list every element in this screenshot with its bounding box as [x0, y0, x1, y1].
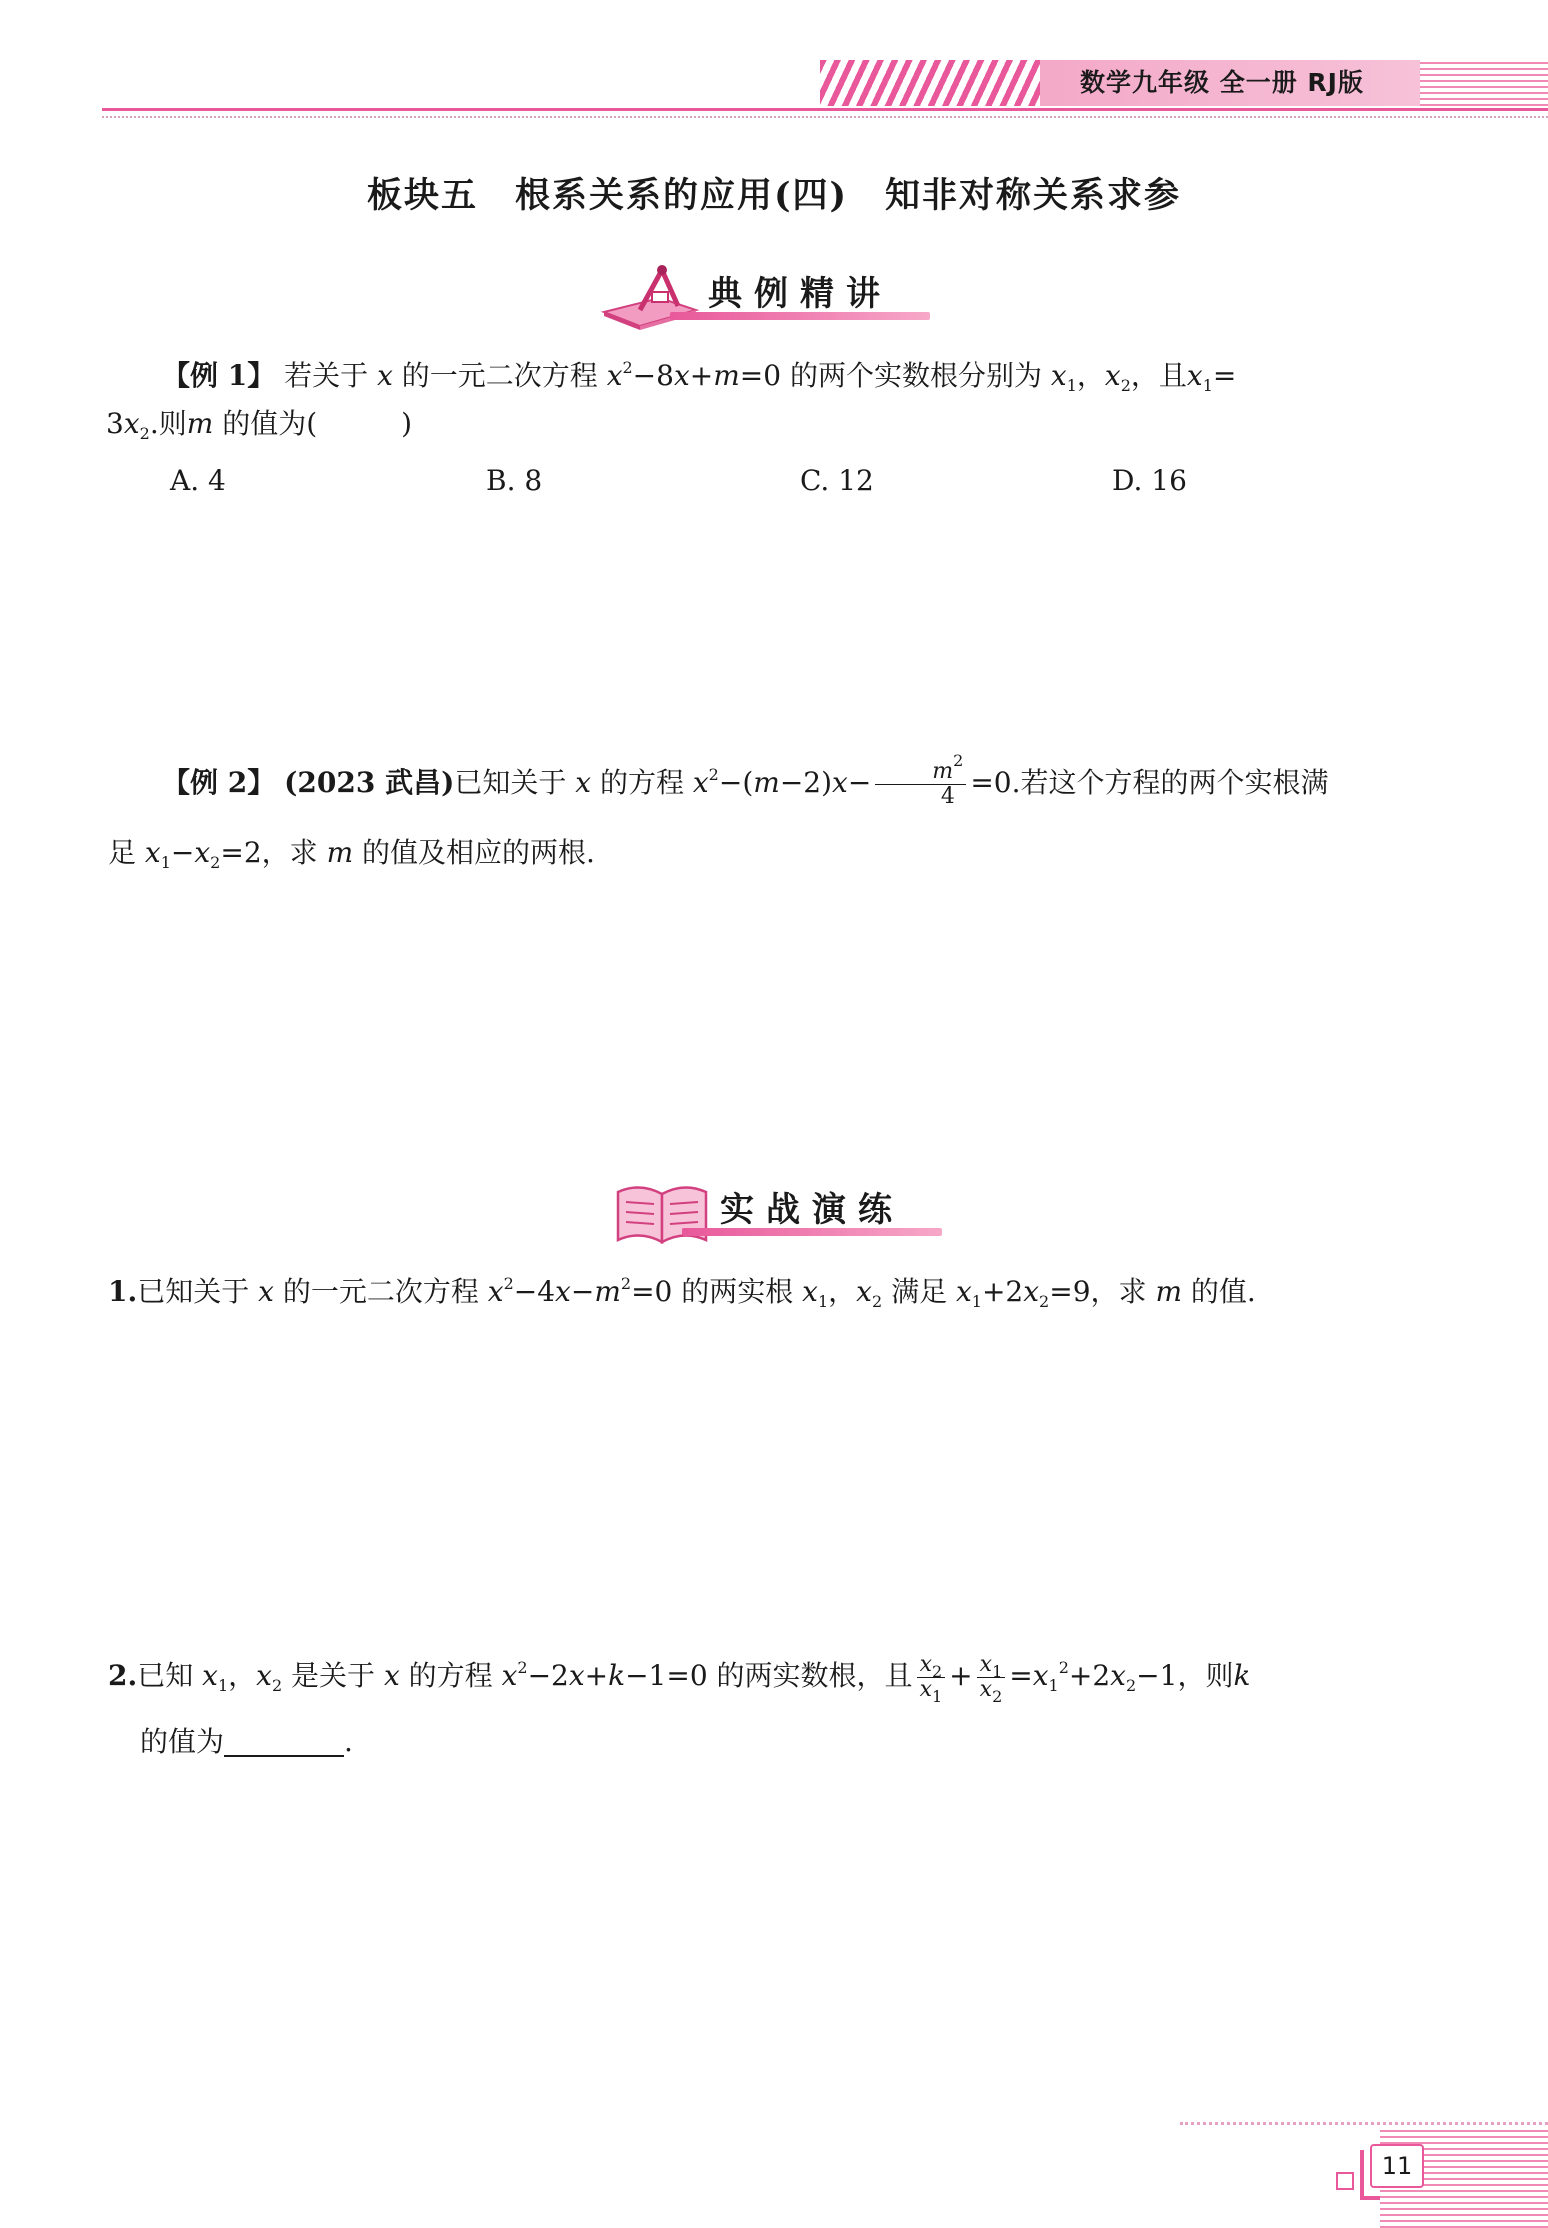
- option-d: D. 16: [1112, 464, 1187, 497]
- text: 则: [158, 407, 187, 440]
- text: .: [344, 1725, 353, 1758]
- example-2-source: (2023 武昌): [284, 766, 455, 799]
- text: 的方程: [599, 766, 684, 799]
- answer-blank[interactable]: [224, 1725, 344, 1757]
- header-book-title: 数学九年级 全一册 RJ版: [1080, 68, 1364, 97]
- open-book-icon: [612, 1178, 712, 1248]
- text: ，且: [1130, 359, 1187, 392]
- text: 的方程: [408, 1659, 493, 1692]
- text: 的两个实数根分别为: [789, 359, 1042, 392]
- problem-1-number: 1.: [108, 1275, 138, 1308]
- example-2: 【例 2】 (2023 武昌)已知关于 x 的方程 $x^2-(m-2)x-$ $\frac{m^2}{4}$ =0.若这个方程的两个实根满 足 $x_1-x_2=2$，求 m 的值及相应的两根.: [108, 751, 1329, 872]
- example-1-tag: 【例 1】: [162, 359, 276, 392]
- fraction: $\frac{x_2}{x_1}$: [917, 1653, 946, 1702]
- text: 若这个方程的两个实根满: [1020, 766, 1329, 799]
- section-practice-heading: [612, 1178, 972, 1248]
- text: 的值及相应的两根.: [362, 836, 595, 869]
- problem-2-number: 2.: [108, 1659, 138, 1692]
- header-dotted-rule: [102, 116, 1548, 118]
- footer-dotted-rule: [1180, 2122, 1548, 2125]
- option-c: C. 12: [800, 464, 874, 497]
- fraction: $\frac{m^2}{4}$: [875, 760, 966, 809]
- text: 已知关于: [137, 1275, 250, 1308]
- footer-square-icon: [1336, 2172, 1354, 2190]
- header-rule: [102, 108, 1548, 111]
- text: 的两实数根，且: [716, 1659, 913, 1692]
- text: 的值为( ): [222, 407, 413, 440]
- section-examples-heading: [600, 262, 960, 332]
- section-label: 典例精讲: [708, 274, 892, 314]
- option-b: B. 8: [486, 464, 543, 497]
- text: 已知: [137, 1659, 194, 1692]
- text: 足: [108, 836, 137, 869]
- problem-2: 2.已知 $x_1$，$x_2$ 是关于 x 的方程 $x^2-2x+k-1=0$ 的两实数根，且 $\frac{x_2}{x_1}$ + $\frac{x_1}{x_2}$ $=x_1^2+2x_2-1$，则k 的值为 .: [108, 1652, 1251, 1758]
- header-lines: [1420, 60, 1548, 106]
- example-2-tag: 【例 2】: [162, 766, 276, 799]
- text: ，求: [261, 836, 318, 869]
- page-title: 板块五 根系关系的应用(四) 知非对称关系求参: [366, 175, 1182, 216]
- header-stripes: [820, 60, 1050, 106]
- section-label: 实战演练: [720, 1190, 904, 1230]
- text: 若关于: [284, 359, 369, 392]
- text: 的两实根: [681, 1275, 794, 1308]
- text: 已知关于: [454, 766, 567, 799]
- compass-tool-icon: [600, 262, 700, 332]
- text: 的一元二次方程: [401, 359, 598, 392]
- fraction: $\frac{x_1}{x_2}$: [977, 1653, 1006, 1702]
- text: ，求: [1090, 1275, 1147, 1308]
- option-a: A. 4: [170, 464, 226, 497]
- page-number: 11: [1381, 2152, 1413, 2180]
- text: 的值为: [140, 1725, 225, 1758]
- text: ，则: [1177, 1659, 1234, 1692]
- text: 的值.: [1190, 1275, 1256, 1308]
- text: 满足: [891, 1275, 948, 1308]
- problem-1: 1.已知关于 x 的一元二次方程 $x^2-4x-m^2=0$ 的两实根 $x_1$，$x_2$ 满足 $x_1+2x_2=9$，求 m 的值.: [108, 1274, 1256, 1311]
- text: 是关于: [291, 1659, 376, 1692]
- text: 的一元二次方程: [282, 1275, 479, 1308]
- example-1: 【例 1】 若关于 x 的一元二次方程 $x^2-8x+m=0$ 的两个实数根分别为 $x_1$，$x_2$，且$x_1=$ $3x_2$.则m 的值为( ): [106, 358, 1237, 443]
